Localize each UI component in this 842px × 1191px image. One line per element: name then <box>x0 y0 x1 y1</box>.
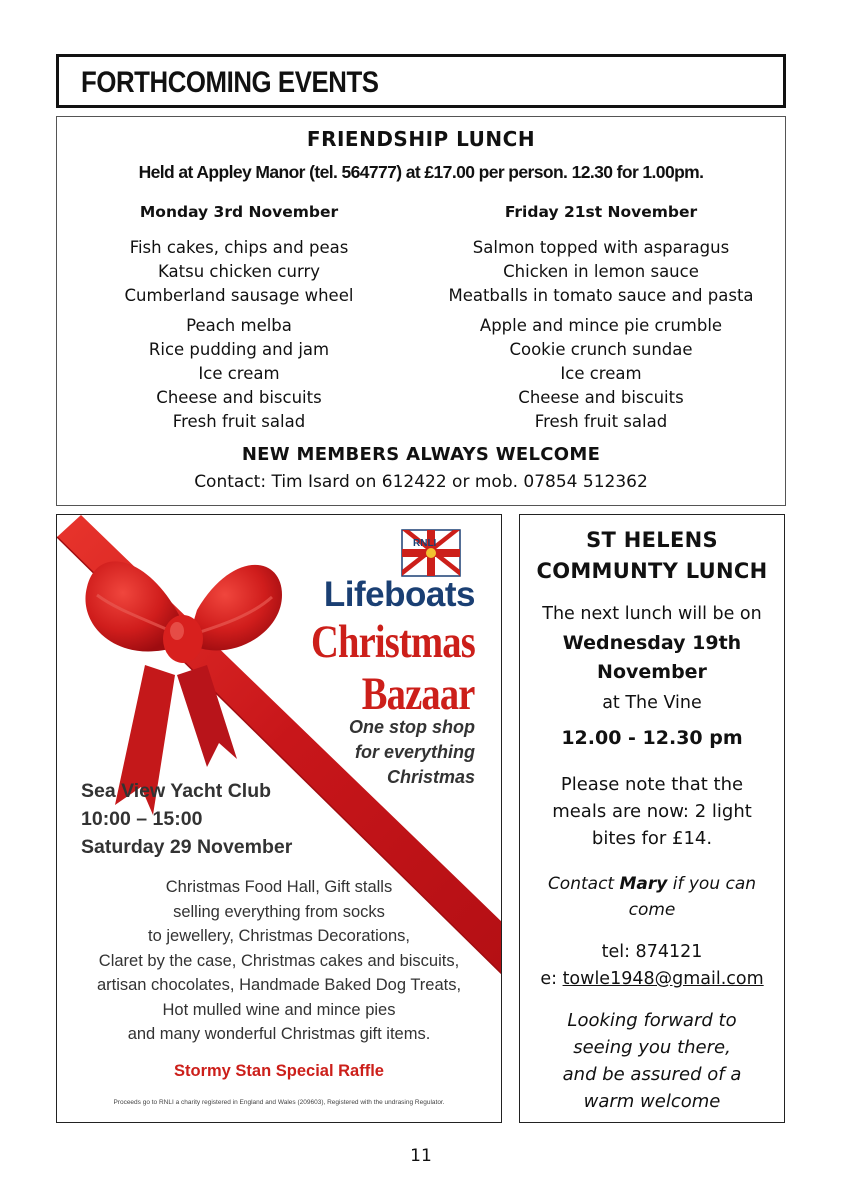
brand-lifeboats: Lifeboats <box>323 575 475 614</box>
poster-date: Saturday 29 November <box>81 836 293 858</box>
menu-day: Monday 3rd November <box>139 203 339 221</box>
date-line: November <box>597 661 707 683</box>
menu-item: Peach melba <box>186 316 292 335</box>
menu-item: Fresh fruit salad <box>172 412 306 431</box>
date-line: Wednesday 19th <box>562 632 742 654</box>
menu-item: Cookie crunch sundae <box>509 340 693 359</box>
friendship-lunch-title: FRIENDSHIP LUNCH <box>306 127 536 151</box>
section-header <box>56 54 786 108</box>
menu-friday <box>431 203 771 434</box>
menu-item: Cheese and biscuits <box>156 388 322 407</box>
poster-tagline <box>349 715 475 790</box>
stalls-line: and many wonderful Christmas gift items. <box>127 1025 431 1043</box>
note-line: Please note that the <box>560 774 744 795</box>
section-title: FORTHCOMING EVENTS <box>81 66 379 99</box>
next-lunch-date <box>520 629 784 687</box>
stalls-line: Claret by the case, Christmas cakes and biscuits, <box>98 951 460 970</box>
closing-line: seeing you there, <box>573 1037 731 1058</box>
contact-suffix: if you can come <box>628 874 757 920</box>
poster-venue: Sea View Yacht Club <box>81 780 272 802</box>
closing-message <box>520 1007 784 1115</box>
closing-line: and be assured of a <box>562 1064 742 1085</box>
stalls-line: Christmas Food Hall, Gift stalls <box>165 878 393 896</box>
lunch-venue: at The Vine <box>602 693 702 713</box>
menu-item: Ice cream <box>198 364 280 383</box>
rnli-logo-text: RNLI <box>413 538 437 549</box>
title-line: ST HELENS <box>586 528 718 552</box>
lunch-time: 12.00 - 12.30 pm <box>561 727 743 749</box>
poster-title-christmas: Christmas <box>311 616 475 668</box>
poster-event-details <box>81 777 292 861</box>
closing-line: Looking forward to <box>567 1010 737 1031</box>
note-line: meals are now: 2 light <box>552 801 752 822</box>
tagline-line: Christmas <box>386 767 475 787</box>
next-lunch-text: The next lunch will be on <box>542 604 762 624</box>
menu-item: Cheese and biscuits <box>518 388 684 407</box>
menu-item: Fresh fruit salad <box>534 412 668 431</box>
page-number: 11 <box>410 1146 432 1166</box>
menu-monday <box>69 203 409 434</box>
menu-item: Apple and mince pie crumble <box>479 316 723 335</box>
friendship-lunch-subtitle: Held at Appley Manor (tel. 564777) at £17.00 per person. 12.30 for 1.00pm. <box>138 162 704 182</box>
email-link[interactable]: towle1948@gmail.com <box>562 969 764 989</box>
stalls-line: artisan chocolates, Handmade Baked Dog Treats, <box>96 976 462 994</box>
poster-proceeds-note: Proceeds go to RNLI a charity registered in England and Wales (209603), Registered with the undrasing Regulator. <box>113 1099 445 1106</box>
note-line: bites for £14. <box>591 828 713 849</box>
stalls-line: selling everything from socks <box>173 902 385 921</box>
menu-item: Cumberland sausage wheel <box>124 286 354 305</box>
menu-day: Friday 21st November <box>504 203 698 221</box>
stalls-line: to jewellery, Christmas Decorations, <box>148 927 410 945</box>
poster-time: 10:00 – 15:00 <box>81 808 203 830</box>
email-label: e: <box>540 969 563 989</box>
menu-item: Ice cream <box>560 364 642 383</box>
contact-mary <box>520 871 784 923</box>
menu-item: Katsu chicken curry <box>158 262 320 281</box>
contact-email-row <box>520 966 784 993</box>
contact-tel: tel: 874121 <box>601 942 703 962</box>
tagline-line: for everything <box>354 742 475 762</box>
poster-title-bazaar: Bazaar <box>362 668 475 720</box>
closing-line: warm welcome <box>583 1091 721 1112</box>
friendship-lunch-box <box>56 116 786 506</box>
menu-item: Fish cakes, chips and peas <box>129 238 349 257</box>
tagline-line: One stop shop <box>349 717 475 737</box>
menu-item: Chicken in lemon sauce <box>503 262 699 281</box>
contact-prefix: Contact <box>547 874 620 894</box>
friendship-contact: Contact: Tim Isard on 612422 or mob. 07854 512362 <box>194 472 648 492</box>
menu-item: Rice pudding and jam <box>148 340 330 359</box>
stalls-line: Hot mulled wine and mince pies <box>162 1000 396 1019</box>
contact-name: Mary <box>619 874 668 894</box>
contact-details <box>520 939 784 993</box>
new-members-welcome: NEW MEMBERS ALWAYS WELCOME <box>241 444 601 465</box>
rnli-flag-icon <box>401 529 461 577</box>
title-line: COMMUNTY LUNCH <box>536 559 768 583</box>
menu-item: Meatballs in tomato sauce and pasta <box>448 286 754 305</box>
poster-raffle: Stormy Stan Special Raffle <box>174 1062 384 1080</box>
menu-item: Salmon topped with asparagus <box>472 238 730 257</box>
poster-stalls-description <box>57 875 501 1047</box>
community-lunch-title <box>520 525 784 587</box>
community-lunch-box <box>519 514 785 1123</box>
christmas-bazaar-poster <box>56 514 502 1123</box>
meals-note <box>520 771 784 852</box>
